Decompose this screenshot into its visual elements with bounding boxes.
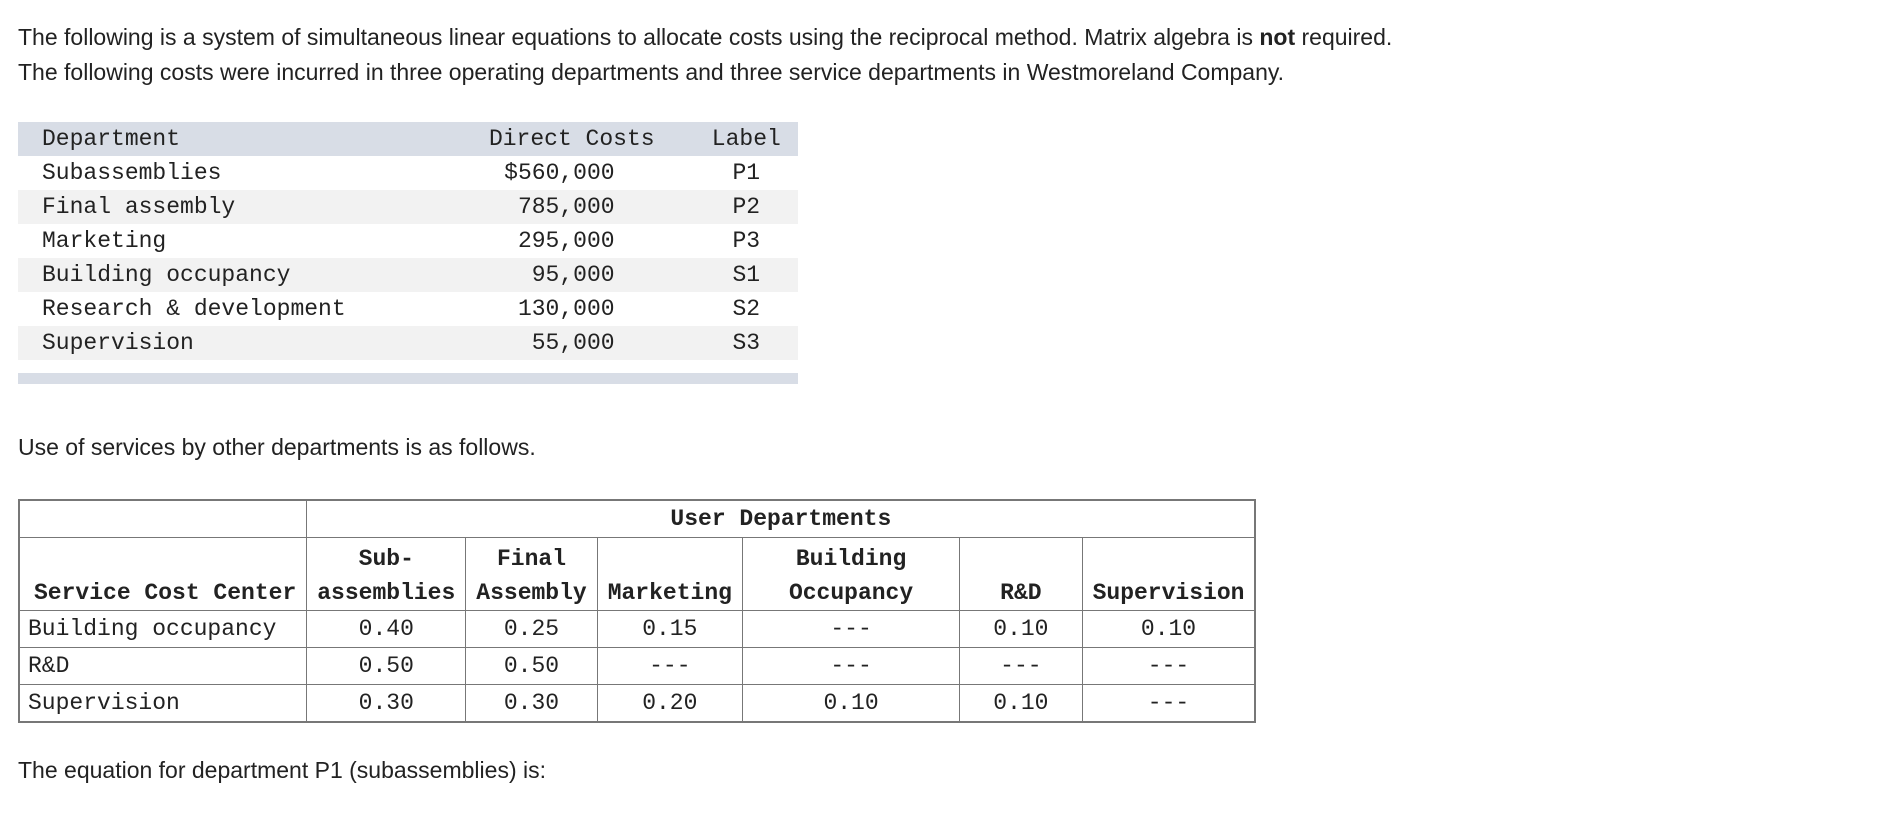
usage-value-cell: 0.40 xyxy=(307,611,466,648)
table-row xyxy=(19,648,1255,685)
service-usage-table xyxy=(18,499,1256,723)
usage-value-cell: 0.50 xyxy=(466,648,597,685)
cost-row-label: S2 xyxy=(732,296,761,322)
usage-value-cell: 0.25 xyxy=(466,611,597,648)
cost-row xyxy=(18,258,798,292)
cost-row-amount: 295,000 xyxy=(517,228,615,254)
col-header-supervision: Supervision xyxy=(1082,538,1255,611)
usage-value-cell: 0.15 xyxy=(597,611,742,648)
usage-value-cell: 0.30 xyxy=(307,685,466,723)
service-name-cell: R&D xyxy=(19,648,307,685)
cost-row-department: Final assembly xyxy=(42,194,236,220)
intro-emphasis: not xyxy=(1259,24,1296,50)
usage-value-cell: 0.20 xyxy=(597,685,742,723)
usage-value-cell: 0.10 xyxy=(960,685,1082,723)
table-row xyxy=(19,611,1255,648)
cost-row-department: Supervision xyxy=(42,330,194,356)
usage-value-cell: --- xyxy=(1082,685,1255,723)
col-header-rd: R&D xyxy=(960,538,1082,611)
header-department: Department xyxy=(42,126,181,152)
cost-row-amount: 95,000 xyxy=(531,262,615,288)
problem-content xyxy=(18,20,1858,788)
equation-intro: The equation for department P1 (subassemblies) is: xyxy=(18,757,546,783)
intro-line-2: The following costs were incurred in three operating departments and three service departments in Westmoreland Company. xyxy=(18,59,1285,85)
col-header-marketing: Marketing xyxy=(597,538,742,611)
cost-row xyxy=(18,156,798,190)
cost-table-footer-bar xyxy=(18,373,798,384)
usage-value-cell: 0.30 xyxy=(466,685,597,723)
header-direct-costs: Direct Costs xyxy=(488,126,655,152)
cost-row-label: S1 xyxy=(732,262,761,288)
cost-row-department: Marketing xyxy=(42,228,167,254)
cost-table-header-row xyxy=(18,122,798,156)
cost-row-amount: $560,000 xyxy=(504,160,615,186)
cost-row-amount: 130,000 xyxy=(517,296,615,322)
col-header-building-occupancy: Building Occupancy xyxy=(742,538,959,611)
cost-row xyxy=(18,326,798,360)
service-cost-center-header: Service Cost Center xyxy=(19,538,307,611)
usage-intro: Use of services by other departments is as follows. xyxy=(18,434,536,460)
cost-row xyxy=(18,292,798,326)
cost-row-label: P3 xyxy=(732,228,761,254)
col-header-subassemblies: Sub- assemblies xyxy=(307,538,466,611)
table-row xyxy=(19,685,1255,723)
cost-row-amount: 55,000 xyxy=(531,330,615,356)
usage-value-cell: --- xyxy=(960,648,1082,685)
usage-value-cell: 0.10 xyxy=(1082,611,1255,648)
usage-value-cell: 0.10 xyxy=(742,685,959,723)
intro-text: The following is a system of simultaneous linear equations to allocate costs using the reciprocal method. Matrix algebra is xyxy=(18,24,1260,50)
header-label: Label xyxy=(711,126,781,152)
user-departments-header: User Departments xyxy=(307,500,1256,538)
usage-column-header-row xyxy=(19,538,1255,611)
usage-value-cell: --- xyxy=(1082,648,1255,685)
cost-row xyxy=(18,190,798,224)
intro-text-end: required. xyxy=(1295,24,1393,50)
cost-row xyxy=(18,224,798,258)
cost-row-amount: 785,000 xyxy=(517,194,615,220)
usage-value-cell: 0.50 xyxy=(307,648,466,685)
service-name-cell: Supervision xyxy=(19,685,307,723)
cost-row-department: Subassemblies xyxy=(42,160,222,186)
usage-group-header-row xyxy=(19,500,1255,538)
cost-row-label: P2 xyxy=(732,194,761,220)
cost-row-department: Research & development xyxy=(42,296,346,322)
direct-costs-table xyxy=(18,122,798,360)
usage-value-cell: --- xyxy=(742,611,959,648)
usage-value-cell: 0.10 xyxy=(960,611,1082,648)
cost-row-label: S3 xyxy=(732,330,761,356)
cost-row-label: P1 xyxy=(732,160,761,186)
usage-value-cell: --- xyxy=(742,648,959,685)
usage-value-cell: --- xyxy=(597,648,742,685)
intro-line-1 xyxy=(18,20,1858,55)
cost-row-department: Building occupancy xyxy=(42,262,291,288)
service-name-cell: Building occupancy xyxy=(19,611,307,648)
usage-corner-cell xyxy=(19,500,307,538)
col-header-final-assembly: Final Assembly xyxy=(466,538,597,611)
